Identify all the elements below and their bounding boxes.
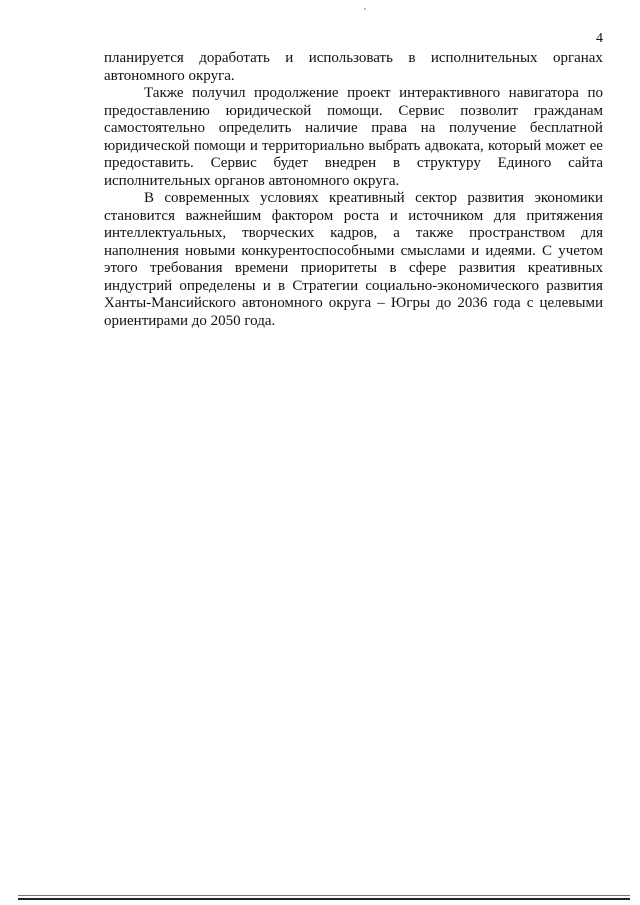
word: Югры bbox=[390, 295, 431, 311]
word: притяжения bbox=[526, 207, 603, 224]
word: территориально bbox=[262, 137, 365, 154]
word: позволит bbox=[460, 102, 519, 119]
text-line bbox=[104, 295, 603, 313]
word: получил bbox=[192, 85, 246, 101]
word: и bbox=[471, 242, 480, 259]
word: новыми bbox=[185, 242, 236, 259]
word: который bbox=[487, 137, 542, 154]
word: для bbox=[493, 207, 516, 224]
text-line bbox=[104, 103, 603, 121]
word: бесплатной bbox=[529, 120, 603, 136]
word: на bbox=[420, 120, 436, 136]
word: самостоятельно bbox=[104, 120, 206, 136]
word: в bbox=[278, 277, 286, 294]
word: учетом bbox=[558, 242, 603, 259]
word: времени bbox=[234, 260, 289, 276]
text-line bbox=[104, 243, 603, 261]
word: важнейшим bbox=[185, 207, 262, 224]
word: выбрать bbox=[368, 137, 421, 154]
word: Сервис bbox=[398, 102, 445, 119]
word: наполнения bbox=[104, 242, 179, 259]
word: развития bbox=[546, 277, 603, 294]
word: интеллектуальных, bbox=[104, 225, 227, 241]
word: конкурентоспособными bbox=[241, 242, 395, 259]
word: для bbox=[580, 225, 603, 241]
word: сфере bbox=[408, 260, 447, 276]
word: юридической bbox=[225, 102, 312, 119]
word: предоставлению bbox=[104, 102, 210, 119]
page-number: 4 bbox=[596, 31, 603, 46]
text-line bbox=[104, 225, 603, 243]
word: гражданам bbox=[533, 102, 603, 119]
word: в bbox=[408, 50, 416, 66]
word: творческих bbox=[242, 225, 315, 241]
word: и bbox=[389, 207, 398, 224]
word: идеями. bbox=[485, 242, 536, 259]
text-line bbox=[104, 120, 603, 138]
word: структуру bbox=[416, 155, 481, 171]
text-line bbox=[104, 138, 603, 156]
word: экономики bbox=[534, 190, 603, 206]
word: доработать bbox=[199, 50, 270, 66]
word: по bbox=[587, 85, 603, 101]
word: в bbox=[392, 155, 401, 171]
word: и bbox=[285, 50, 294, 66]
text-line bbox=[104, 190, 603, 208]
word: – bbox=[377, 295, 385, 311]
word: этого bbox=[104, 260, 138, 276]
word: В bbox=[144, 190, 155, 206]
word: Единого bbox=[497, 155, 552, 171]
word: а bbox=[393, 225, 400, 241]
word: Также bbox=[144, 85, 184, 101]
word: исполнительных bbox=[430, 50, 538, 66]
word: округа bbox=[328, 295, 372, 311]
word: права bbox=[371, 120, 408, 136]
word: внедрен bbox=[324, 155, 377, 171]
word: Ханты-Мансийского bbox=[104, 295, 236, 311]
scan-edge-line bbox=[18, 898, 630, 900]
text-line: автономного округа. bbox=[104, 67, 235, 84]
word: определены bbox=[179, 277, 256, 294]
word: пространством bbox=[469, 225, 566, 241]
word: сектор bbox=[415, 190, 458, 206]
word: роста bbox=[343, 207, 380, 224]
scan-speck bbox=[364, 8, 366, 10]
word: развития bbox=[467, 190, 525, 206]
word: получение bbox=[449, 120, 517, 136]
word: наличие bbox=[305, 120, 358, 136]
word: определить bbox=[218, 120, 292, 136]
word: использовать bbox=[308, 50, 393, 66]
word: года bbox=[493, 295, 521, 311]
word: юридической bbox=[104, 137, 190, 154]
word: развития bbox=[458, 260, 516, 276]
word: помощи bbox=[193, 137, 246, 154]
word: и bbox=[249, 137, 258, 154]
word: адвоката, bbox=[424, 137, 484, 154]
word: интерактивного bbox=[399, 85, 501, 101]
body-text bbox=[104, 50, 603, 330]
word: до bbox=[436, 295, 452, 311]
word: Стратегии bbox=[292, 277, 359, 294]
word: и bbox=[262, 277, 271, 294]
word: условиях bbox=[259, 190, 319, 206]
text-line: ориентирами до 2050 года. bbox=[104, 312, 276, 329]
word: социально-экономического bbox=[365, 277, 539, 294]
text-line bbox=[104, 155, 603, 173]
word: помощи. bbox=[327, 102, 383, 119]
word: ее bbox=[589, 137, 603, 154]
word: целевыми bbox=[539, 295, 603, 311]
word: индустрий bbox=[104, 277, 173, 294]
word: органах bbox=[552, 50, 603, 66]
scan-edge-line-thin bbox=[18, 895, 630, 896]
word: креативных bbox=[527, 260, 603, 276]
word: становится bbox=[104, 207, 175, 224]
word: креативный bbox=[328, 190, 405, 206]
word: будет bbox=[273, 155, 308, 171]
word: современных bbox=[164, 190, 250, 206]
word: С bbox=[542, 242, 553, 259]
word: сайта bbox=[568, 155, 603, 171]
text-line bbox=[104, 278, 603, 296]
text-line: исполнительных органов автономного округа. bbox=[104, 172, 400, 189]
text-line bbox=[104, 260, 603, 278]
text-line bbox=[104, 50, 603, 68]
word: может bbox=[545, 137, 586, 154]
text-line bbox=[104, 85, 603, 103]
word: планируется bbox=[104, 50, 184, 66]
word: 2036 bbox=[457, 295, 488, 311]
word: Сервис bbox=[210, 155, 257, 171]
word: навигатора bbox=[508, 85, 579, 101]
word: также bbox=[415, 225, 454, 241]
word: в bbox=[389, 260, 397, 276]
word: приоритеты bbox=[300, 260, 378, 276]
word: продолжение bbox=[254, 85, 339, 101]
word: смыслами bbox=[400, 242, 466, 259]
word: фактором bbox=[271, 207, 334, 224]
word: автономного bbox=[241, 295, 323, 311]
word: кадров, bbox=[330, 225, 378, 241]
word: требования bbox=[149, 260, 223, 276]
word: проект bbox=[347, 85, 391, 101]
text-line bbox=[104, 208, 603, 226]
word: источником bbox=[408, 207, 484, 224]
word: предоставить. bbox=[104, 155, 194, 171]
word: с bbox=[526, 295, 534, 311]
